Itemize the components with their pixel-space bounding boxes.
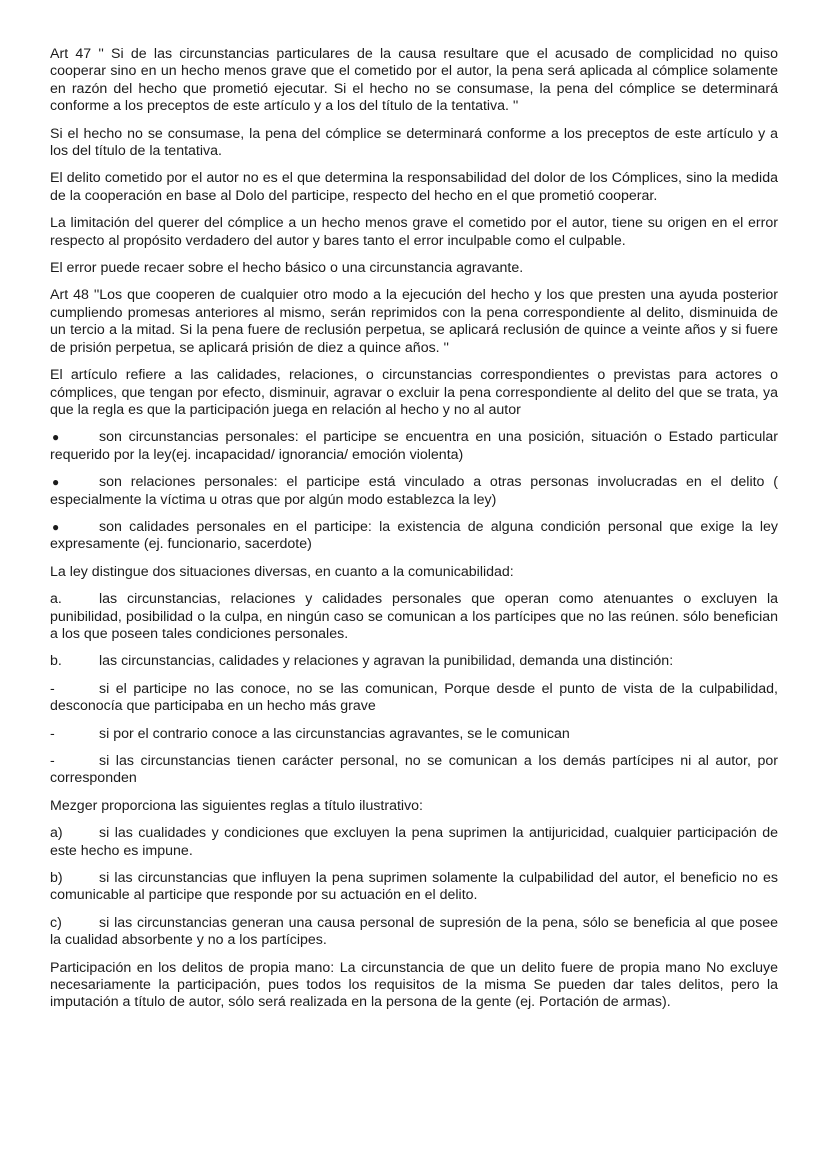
dash-item: [50, 681, 778, 716]
paragraph-error: El error puede recaer sobre el hecho básico o una circunstancia agravante.: [50, 260, 524, 277]
bullet-item: [50, 429, 778, 464]
rule-item: [50, 825, 778, 860]
paragraph-tentativa: Si el hecho no se consumase, la pena del cómplice se determinará conforme a los preceptos de este artículo y a los del título de la tentativa.: [50, 125, 778, 160]
dash-marker: -: [50, 725, 55, 742]
dash-item: [50, 753, 778, 788]
dash-text: si el participe no las conoce, no se las comunican, Porque desde el punto de vista de la culpabilidad, desconocía que participaba en un hecho más grave: [50, 680, 778, 715]
paragraph-mezger: Mezger proporciona las siguientes reglas a título ilustrativo:: [50, 797, 424, 814]
list-text: las circunstancias, calidades y relaciones y agravan la punibilidad, demanda una distinción:: [99, 653, 674, 670]
list-marker: a.: [50, 591, 62, 608]
rule-marker: c): [50, 914, 62, 931]
paragraph-limitacion: La limitación del querer del cómplice a un hecho menos grave el cometido por el autor, tiene su origen en el error respecto al propósito verdadero del autor y bares tanto el error inculpable como el culpable.: [50, 215, 778, 249]
list-item: [50, 591, 778, 643]
paragraph-comunicabilidad: La ley distingue dos situaciones diversas, en cuanto a la comunicabilidad:: [50, 563, 514, 580]
paragraph-art-47: Art 47 '' Si de las circunstancias particulares de la causa resultare que el acusado de complicidad no quiso cooperar sino en un hecho menos grave que el cometido por el autor, la pena será aplicada al cómplice solamente en razón del hecho que prometió ejecutar. Si el hecho no se consumase, la pena del cómplice se determinará conforme a los preceptos de este artículo y a los del título de la tentativa. '': [50, 46, 778, 115]
bullet-marker: ●: [52, 475, 60, 490]
dash-text: si las circunstancias tienen carácter personal, no se comunican a los demás partícipes ni al autor, por corresponden: [50, 753, 778, 787]
bullet-marker: ●: [52, 519, 60, 534]
paragraph-articulo-refiere: El artículo refiere a las calidades, relaciones, o circunstancias correspondientes o previstas para actores o cómplices, que tengan por efecto, disminuir, agravar o excluir la pena correspondiente al delito del que se trata, ya que la regla es que la participación juega en relación al hecho y no al autor: [50, 367, 778, 418]
dash-marker: -: [50, 753, 55, 769]
dash-marker: -: [50, 680, 55, 697]
list-item: [50, 653, 778, 670]
rule-marker: b): [50, 870, 63, 887]
rule-item: [50, 870, 778, 905]
document-page: [50, 46, 778, 1022]
bullet-text: son circunstancias personales: el participe se encuentra en una posición, situación o Estado particular requerido por la ley(ej. incapacidad/ ignorancia/ emoción violenta): [50, 429, 778, 463]
bullet-item: [50, 519, 778, 554]
rule-item: [50, 915, 778, 950]
dash-text: si por el contrario conoce a las circunstancias agravantes, se le comunican: [99, 725, 570, 742]
list-marker: b.: [50, 653, 62, 670]
rule-marker: a): [50, 825, 63, 842]
bullet-item: [50, 474, 778, 509]
rule-text: si las circunstancias generan una causa personal de supresión de la pena, sólo se beneficia al que posee la cualidad absorbente y no a los partícipes.: [50, 914, 778, 949]
bullet-text: son calidades personales en el participe: la existencia de alguna condición personal que exige la ley expresamente (ej. funcionario, sacerdote): [50, 518, 778, 553]
paragraph-propia-mano: Participación en los delitos de propia mano: La circunstancia de que un delito fuere de propia mano No excluye necesariamente la participación, pues todos los requisitos de la misma Se pueden dar tales delitos, pero la imputación a título de autor, sólo será realizada en la persona de la gente (ej. Portación de armas).: [50, 959, 778, 1011]
paragraph-delito-autor: El delito cometido por el autor no es el que determina la responsabilidad del dolor de los Cómplices, sino la medida de la cooperación en base al Dolo del participe, respecto del hecho en el que prometió cooperar.: [50, 170, 778, 204]
paragraph-art-48: Art 48 ''Los que cooperen de cualquier otro modo a la ejecución del hecho y los que presten una ayuda posterior cumpliendo promesas anteriores al mismo, serán reprimidos con la pena correspondiente al delito, disminuida de un tercio a la mitad. Si la pena fuere de reclusión perpetua, se aplicará reclusión de quince a veinte años y si fuere de prisión perpetua, se aplicará prisión de diez a quince años. '': [50, 287, 778, 356]
rule-text: si las circunstancias que influyen la pena suprimen solamente la culpabilidad del autor, el beneficio no es comunicable al participe que responde por su actuación en el delito.: [50, 870, 778, 904]
bullet-text: son relaciones personales: el participe está vinculado a otras personas involucradas en el delito ( especialmente la víctima u otras que por algún modo establezca la ley): [50, 474, 778, 508]
list-text: las circunstancias, relaciones y calidades personales que operan como atenuantes o excluyen la punibilidad, posibilidad o la culpa, en ningún caso se comunican a los partícipes que no las reúnen. sólo benefician a los que poseen tales condiciones personales.: [50, 591, 778, 642]
bullet-marker: ●: [52, 430, 60, 445]
dash-item: [50, 726, 778, 743]
rule-text: si las cualidades y condiciones que excluyen la pena suprimen la antijuricidad, cualquier participación de este hecho es impune.: [50, 825, 778, 859]
